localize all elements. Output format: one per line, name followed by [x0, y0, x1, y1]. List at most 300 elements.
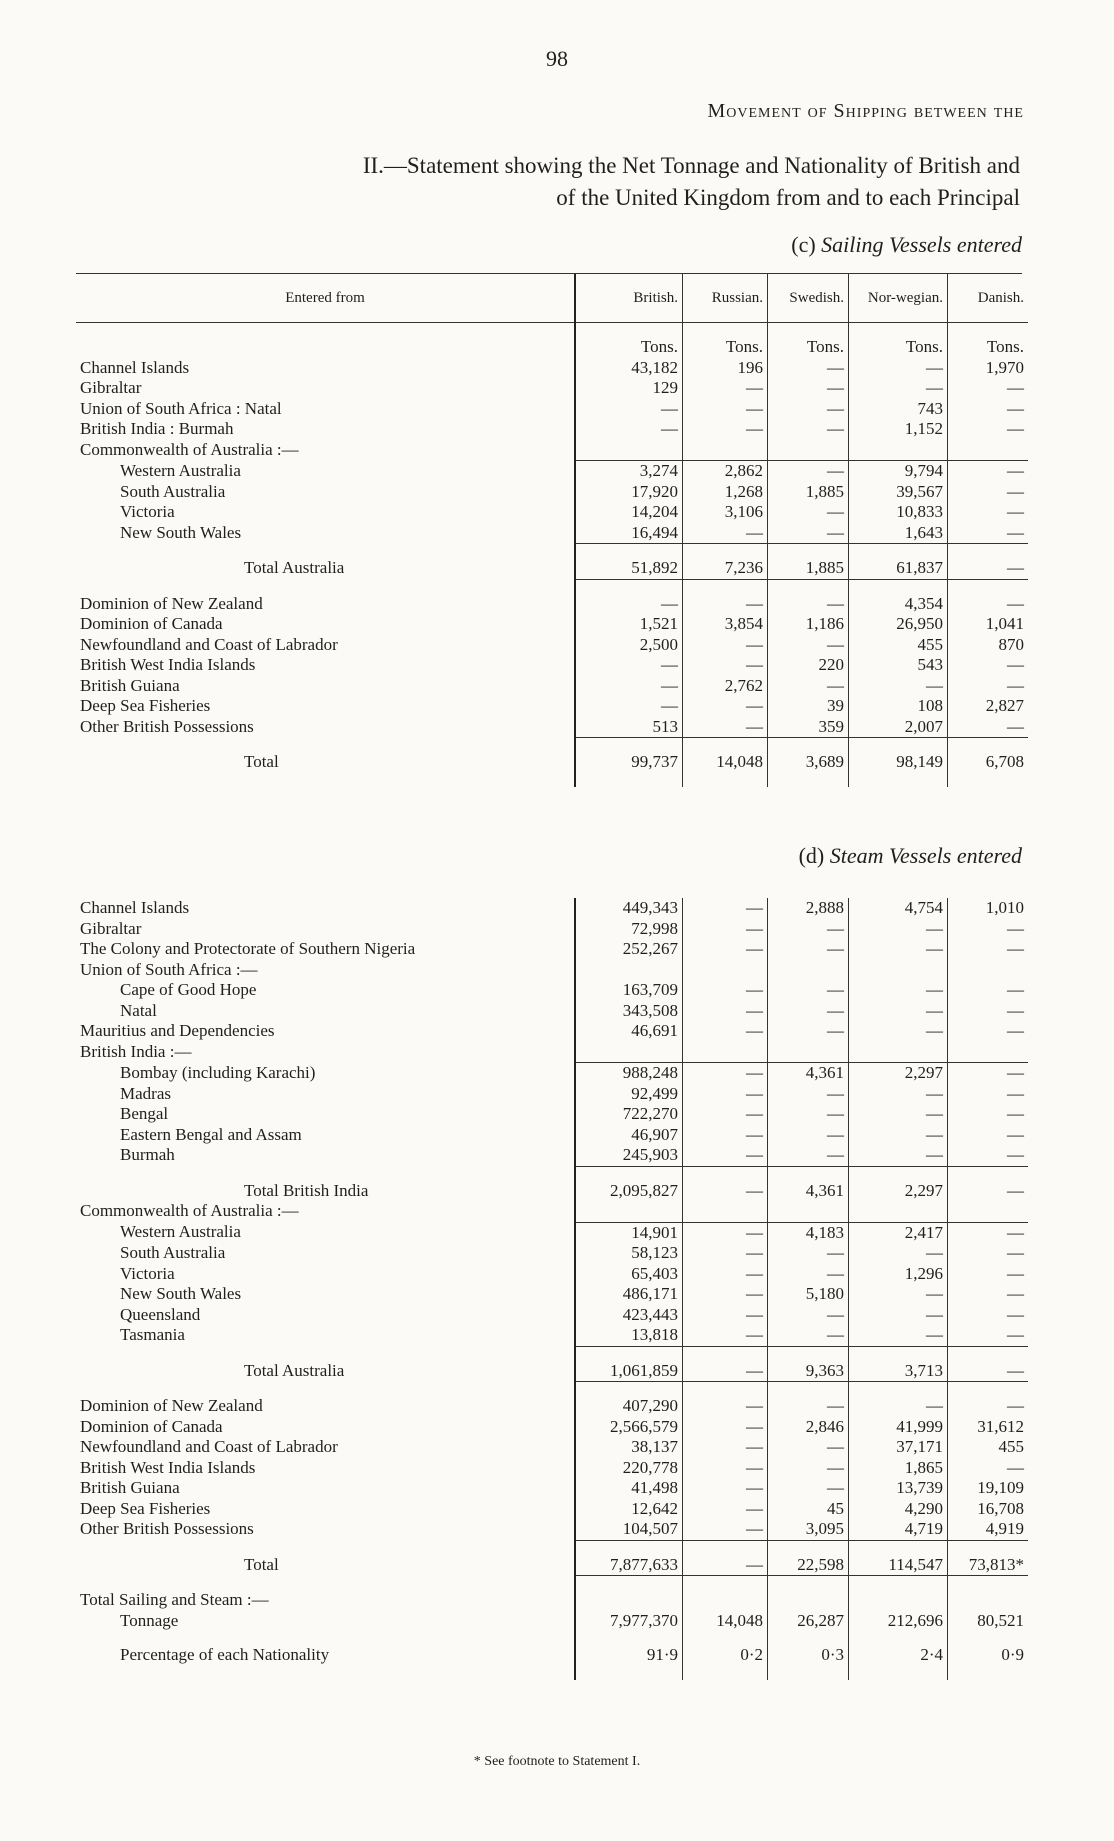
cell-value: —: [768, 1396, 849, 1417]
cell-value: 163,709: [575, 980, 683, 1001]
row-label: Dominion of Canada: [80, 614, 223, 633]
table-row: [76, 1499, 1028, 1520]
cell-value: —: [768, 1001, 849, 1022]
row-label: Total: [244, 1554, 279, 1574]
row-label: Bengal: [120, 1104, 169, 1123]
cell-value: 4,919: [948, 1519, 1029, 1540]
row-label: British India : Burmah: [80, 419, 234, 438]
cell-value: 2,862: [683, 461, 768, 482]
table-row: [76, 523, 1028, 544]
cell-value: 2,297: [849, 1181, 948, 1202]
cell-value: 108: [849, 696, 948, 717]
table-row: [76, 655, 1028, 676]
cell-value: 0·9: [948, 1645, 1029, 1666]
cell-value: —: [683, 980, 768, 1001]
cell-value: —: [948, 1001, 1029, 1022]
cell-value: —: [768, 1478, 849, 1499]
cell-value: 2·4: [849, 1645, 948, 1666]
cell-value: 1,970: [948, 358, 1029, 379]
cell-value: 22,598: [768, 1555, 849, 1576]
cell-value: 0·3: [768, 1645, 849, 1666]
steam-section-name: Steam Vessels entered: [829, 843, 1022, 868]
cell-value: —: [683, 1555, 768, 1576]
cell-value: 1,186: [768, 614, 849, 635]
row-label: New South Wales: [120, 522, 242, 542]
cell-value: —: [948, 523, 1029, 544]
cell-value: [768, 440, 849, 461]
table-row: [76, 1001, 1028, 1022]
cell-value: —: [575, 676, 683, 697]
cell-value: 212,696: [849, 1611, 948, 1632]
cell-value: —: [849, 358, 948, 379]
cell-value: 73,813*: [948, 1555, 1029, 1576]
row-label: British West India Islands: [80, 1457, 256, 1477]
cell-value: 220,778: [575, 1458, 683, 1479]
total-row: [76, 1361, 1028, 1382]
cell-value: 129: [575, 378, 683, 399]
cell-value: —: [768, 523, 849, 544]
spacer-row: [76, 1576, 1028, 1591]
cell-value: 114,547: [849, 1555, 948, 1576]
cell-value: —: [768, 919, 849, 940]
cell-value: —: [575, 594, 683, 615]
row-label: Other British Possessions: [80, 1519, 254, 1539]
cell-value: 91·9: [575, 1645, 683, 1666]
table-row: [76, 1417, 1028, 1438]
cell-value: —: [768, 635, 849, 656]
table-row: [76, 1305, 1028, 1326]
page-number: 98: [546, 46, 568, 71]
units-row: [76, 337, 1028, 358]
table-row: [76, 1222, 1028, 1243]
cell-value: —: [948, 1284, 1029, 1305]
cell-value: 4,290: [849, 1499, 948, 1520]
table-row: [76, 717, 1028, 738]
row-label: Tonnage: [120, 1610, 179, 1630]
table-row: [76, 1104, 1028, 1125]
cell-value: —: [849, 939, 948, 960]
cell-value: 17,920: [575, 482, 683, 503]
cell-value: —: [849, 1396, 948, 1417]
cell-value: —: [683, 1222, 768, 1243]
row-label: Gibraltar: [80, 378, 142, 397]
cell-value: [575, 440, 683, 461]
row-label: Dominion of New Zealand: [80, 1396, 263, 1415]
footnote: * See footnote to Statement I.: [473, 1754, 641, 1769]
cell-value: —: [948, 378, 1029, 399]
cell-value: —: [948, 1021, 1029, 1042]
table-row: [76, 960, 1028, 981]
unit-label: Tons.: [683, 337, 768, 358]
row-label: Total Australia: [244, 1360, 345, 1380]
cell-value: 1,643: [849, 523, 948, 544]
cell-value: [683, 1201, 768, 1222]
cell-value: [575, 960, 683, 981]
cell-value: —: [849, 1325, 948, 1346]
row-label: Total: [244, 752, 279, 771]
cell-value: —: [849, 378, 948, 399]
row-label: Mauritius and Dependencies: [80, 1021, 275, 1040]
cell-value: 2,500: [575, 635, 683, 656]
cell-value: —: [948, 1084, 1029, 1105]
cell-value: [575, 1201, 683, 1222]
cell-value: —: [575, 419, 683, 440]
cell-value: 220: [768, 655, 849, 676]
cell-value: —: [948, 482, 1029, 503]
cell-value: —: [683, 1417, 768, 1438]
cell-value: 26,287: [768, 1611, 849, 1632]
cell-value: —: [849, 980, 948, 1001]
cell-value: 65,403: [575, 1264, 683, 1285]
cell-value: —: [683, 1519, 768, 1540]
cell-value: 10,833: [849, 502, 948, 523]
cell-value: 2,417: [849, 1222, 948, 1243]
cell-value: —: [768, 378, 849, 399]
table-row: [76, 419, 1028, 440]
cell-value: 9,363: [768, 1361, 849, 1382]
cell-value: 870: [948, 635, 1029, 656]
cell-value: 4,754: [849, 898, 948, 919]
cell-value: —: [948, 1325, 1029, 1346]
cell-value: 3,854: [683, 614, 768, 635]
cell-value: 1,061,859: [575, 1361, 683, 1382]
cell-value: 449,343: [575, 898, 683, 919]
cell-value: —: [849, 1305, 948, 1326]
cell-value: —: [683, 1437, 768, 1458]
cell-value: 2,007: [849, 717, 948, 738]
cell-value: —: [849, 1104, 948, 1125]
cell-value: 12,642: [575, 1499, 683, 1520]
row-label: British India :—: [80, 1041, 192, 1061]
cell-value: —: [768, 1104, 849, 1125]
row-label: Tasmania: [120, 1325, 185, 1345]
percentage-row: [76, 1645, 1028, 1666]
cell-value: —: [768, 1125, 849, 1146]
cell-value: —: [768, 980, 849, 1001]
cell-value: —: [948, 461, 1029, 482]
sailing-table: [76, 274, 1022, 787]
steam-section-title: [799, 843, 1022, 869]
row-label: Total Australia: [244, 558, 345, 578]
table-row: [76, 1145, 1028, 1166]
table-row: [76, 399, 1028, 420]
cell-value: 37,171: [849, 1437, 948, 1458]
row-label: Total British India: [244, 1180, 369, 1200]
cell-value: —: [948, 717, 1029, 738]
cell-value: 39,567: [849, 482, 948, 503]
table-row: [76, 696, 1028, 717]
cell-value: 99,737: [575, 752, 683, 773]
cell-value: —: [948, 939, 1029, 960]
row-label: Western Australia: [120, 460, 241, 480]
row-label: Newfoundland and Coast of Labrador: [80, 634, 338, 654]
column-header: Nor-wegian.: [849, 274, 948, 323]
cell-value: —: [849, 919, 948, 940]
table-row: [76, 1264, 1028, 1285]
cell-value: 455: [948, 1437, 1029, 1458]
cell-value: —: [683, 1181, 768, 1202]
table-row: [76, 1284, 1028, 1305]
cell-value: 486,171: [575, 1284, 683, 1305]
cell-value: 13,818: [575, 1325, 683, 1346]
cell-value: 104,507: [575, 1519, 683, 1540]
total-row: [76, 558, 1028, 579]
row-label: Dominion of New Zealand: [80, 593, 263, 613]
cell-value: —: [948, 1243, 1029, 1264]
cell-value: —: [683, 939, 768, 960]
statement-title-line-2: of the United Kingdom from and to each Principal: [556, 185, 1020, 210]
cell-value: 46,691: [575, 1021, 683, 1042]
cell-value: —: [683, 1084, 768, 1105]
cell-value: —: [948, 919, 1029, 940]
spacer-row: [76, 1166, 1028, 1181]
table-row: [76, 440, 1028, 461]
cell-value: —: [768, 1021, 849, 1042]
cell-value: 3,713: [849, 1361, 948, 1382]
cell-value: 1,885: [768, 558, 849, 579]
table-row: [76, 1021, 1028, 1042]
cell-value: 16,708: [948, 1499, 1029, 1520]
cell-value: —: [683, 523, 768, 544]
cell-value: 1,521: [575, 614, 683, 635]
cell-value: 3,095: [768, 1519, 849, 1540]
row-label: New South Wales: [120, 1284, 242, 1303]
cell-value: —: [683, 1325, 768, 1346]
cell-value: 359: [768, 717, 849, 738]
cell-value: —: [683, 1104, 768, 1125]
cell-value: —: [948, 676, 1029, 697]
steam-section-label: (d): [798, 843, 825, 868]
cell-value: [948, 960, 1029, 981]
cell-value: —: [683, 1063, 768, 1084]
row-label: British West India Islands: [80, 655, 256, 674]
cell-value: —: [849, 1243, 948, 1264]
cell-value: —: [948, 1181, 1029, 1202]
row-label: Commonwealth of Australia :—: [80, 1201, 299, 1221]
unit-label: Tons.: [849, 337, 948, 358]
cell-value: 2,846: [768, 1417, 849, 1438]
cell-value: —: [683, 717, 768, 738]
cell-value: 722,270: [575, 1104, 683, 1125]
row-label: South Australia: [120, 1243, 226, 1262]
cell-value: 743: [849, 399, 948, 420]
cell-value: —: [948, 1305, 1029, 1326]
cell-value: 43,182: [575, 358, 683, 379]
cell-value: —: [768, 1437, 849, 1458]
cell-value: —: [948, 980, 1029, 1001]
unit-label: Tons.: [948, 337, 1029, 358]
cell-value: —: [849, 1125, 948, 1146]
cell-value: —: [849, 1145, 948, 1166]
cell-value: 1,865: [849, 1458, 948, 1479]
row-label: Gibraltar: [80, 918, 142, 938]
sailing-section-label: (c): [791, 232, 816, 257]
cell-value: 41,999: [849, 1417, 948, 1438]
cell-value: 7,977,370: [575, 1611, 683, 1632]
cell-value: 80,521: [948, 1611, 1029, 1632]
cell-value: —: [768, 461, 849, 482]
table-row: [76, 939, 1028, 960]
cell-value: —: [948, 1396, 1029, 1417]
row-label: Commonwealth of Australia :—: [80, 439, 299, 459]
cell-value: —: [768, 1145, 849, 1166]
table-row: [76, 919, 1028, 940]
cell-value: —: [683, 919, 768, 940]
row-label: Queensland: [120, 1304, 201, 1324]
row-label: British Guiana: [80, 675, 180, 695]
cell-value: [849, 1201, 948, 1222]
cell-value: —: [948, 419, 1029, 440]
row-label: Channel Islands: [80, 898, 190, 917]
table-row: [76, 594, 1028, 615]
cell-value: —: [768, 1243, 849, 1264]
table-row: [76, 502, 1028, 523]
cell-value: —: [683, 1264, 768, 1285]
cell-value: —: [683, 1478, 768, 1499]
cell-value: 245,903: [575, 1145, 683, 1166]
tonnage-row: [76, 1611, 1028, 1632]
cell-value: 543: [849, 655, 948, 676]
cell-value: 1,885: [768, 482, 849, 503]
cell-value: 14,048: [683, 1611, 768, 1632]
spacer-row: [76, 1382, 1028, 1397]
cell-value: —: [768, 502, 849, 523]
statement-title-line-1: II.—Statement showing the Net Tonnage and Nationality of British and: [362, 153, 1020, 178]
cell-value: —: [683, 419, 768, 440]
row-label: Channel Islands: [80, 357, 190, 377]
cell-value: [849, 1042, 948, 1063]
row-label: Natal: [120, 1000, 157, 1020]
cell-value: 51,892: [575, 558, 683, 579]
cell-value: 5,180: [768, 1284, 849, 1305]
cell-value: 1,152: [849, 419, 948, 440]
row-label: British Guiana: [80, 1478, 180, 1497]
statement-title: [160, 150, 1020, 214]
cell-value: —: [948, 502, 1029, 523]
grand-total-heading-row: [76, 1590, 1028, 1611]
cell-value: 38,137: [575, 1437, 683, 1458]
row-label: Western Australia: [120, 1222, 241, 1242]
cell-value: 7,877,633: [575, 1555, 683, 1576]
row-label: Madras: [120, 1083, 171, 1103]
row-label: South Australia: [120, 481, 226, 501]
table-row: [76, 980, 1028, 1001]
cell-value: 61,837: [849, 558, 948, 579]
cell-value: 58,123: [575, 1243, 683, 1264]
cell-value: —: [683, 399, 768, 420]
cell-value: 252,267: [575, 939, 683, 960]
cell-value: —: [849, 1084, 948, 1105]
cell-value: [948, 440, 1029, 461]
column-header: Danish.: [948, 274, 1029, 323]
cell-value: 196: [683, 358, 768, 379]
cell-value: —: [948, 1145, 1029, 1166]
cell-value: —: [948, 1125, 1029, 1146]
table-row: [76, 378, 1028, 399]
row-label: The Colony and Protectorate of Southern Nigeria: [80, 939, 416, 958]
cell-value: 14,048: [683, 752, 768, 773]
table-row: [76, 1125, 1028, 1146]
spacer-row: [76, 323, 1028, 338]
row-label: Other British Possessions: [80, 716, 254, 736]
cell-value: —: [768, 1325, 849, 1346]
sailing-section-name: Sailing Vessels entered: [821, 232, 1022, 257]
cell-value: —: [768, 676, 849, 697]
cell-value: —: [575, 696, 683, 717]
table-row: [76, 482, 1028, 503]
cell-value: [849, 960, 948, 981]
cell-value: 3,689: [768, 752, 849, 773]
cell-value: 2,297: [849, 1063, 948, 1084]
cell-value: [948, 1042, 1029, 1063]
cell-value: 4,361: [768, 1063, 849, 1084]
row-label: Eastern Bengal and Assam: [120, 1124, 302, 1144]
unit-label: Tons.: [575, 337, 683, 358]
cell-value: 31,612: [948, 1417, 1029, 1438]
cell-value: 455: [849, 635, 948, 656]
running-title: Movement of Shipping between the: [707, 100, 1024, 122]
cell-value: 1,041: [948, 614, 1029, 635]
unit-label: Tons.: [768, 337, 849, 358]
cell-value: 1,268: [683, 482, 768, 503]
cell-value: —: [768, 1305, 849, 1326]
cell-value: [575, 1042, 683, 1063]
cell-value: 72,998: [575, 919, 683, 940]
cell-value: —: [768, 939, 849, 960]
cell-value: —: [683, 898, 768, 919]
spacer-row: [76, 1346, 1028, 1361]
cell-value: —: [683, 1361, 768, 1382]
steam-table: [76, 898, 1022, 1680]
row-label: Total Sailing and Steam :—: [80, 1590, 269, 1609]
cell-value: 4,354: [849, 594, 948, 615]
cell-value: 41,498: [575, 1478, 683, 1499]
cell-value: 14,204: [575, 502, 683, 523]
cell-value: 7,236: [683, 558, 768, 579]
cell-value: 0·2: [683, 1645, 768, 1666]
cell-value: —: [849, 1001, 948, 1022]
cell-value: 98,149: [849, 752, 948, 773]
cell-value: 343,508: [575, 1001, 683, 1022]
cell-value: —: [768, 1264, 849, 1285]
sailing-section-title: [791, 232, 1022, 258]
table-row: [76, 676, 1028, 697]
cell-value: —: [683, 1396, 768, 1417]
spacer-row: [76, 1631, 1028, 1645]
total-row: [76, 1555, 1028, 1576]
cell-value: —: [768, 1458, 849, 1479]
table-row: [76, 1063, 1028, 1084]
spacer-row: [76, 773, 1028, 787]
cell-value: —: [575, 399, 683, 420]
table-row: [76, 1042, 1028, 1063]
column-header: Swedish.: [768, 274, 849, 323]
cell-value: 423,443: [575, 1305, 683, 1326]
cell-value: 92,499: [575, 1084, 683, 1105]
cell-value: 26,950: [849, 614, 948, 635]
cell-value: 2,762: [683, 676, 768, 697]
cell-value: —: [948, 1458, 1029, 1479]
cell-value: [768, 1201, 849, 1222]
row-label: Newfoundland and Coast of Labrador: [80, 1437, 338, 1456]
cell-value: —: [683, 635, 768, 656]
cell-value: —: [683, 1458, 768, 1479]
spacer-row: [76, 1666, 1028, 1680]
spacer-row: [76, 579, 1028, 594]
cell-value: —: [683, 1021, 768, 1042]
cell-value: —: [575, 655, 683, 676]
cell-value: 1,296: [849, 1264, 948, 1285]
